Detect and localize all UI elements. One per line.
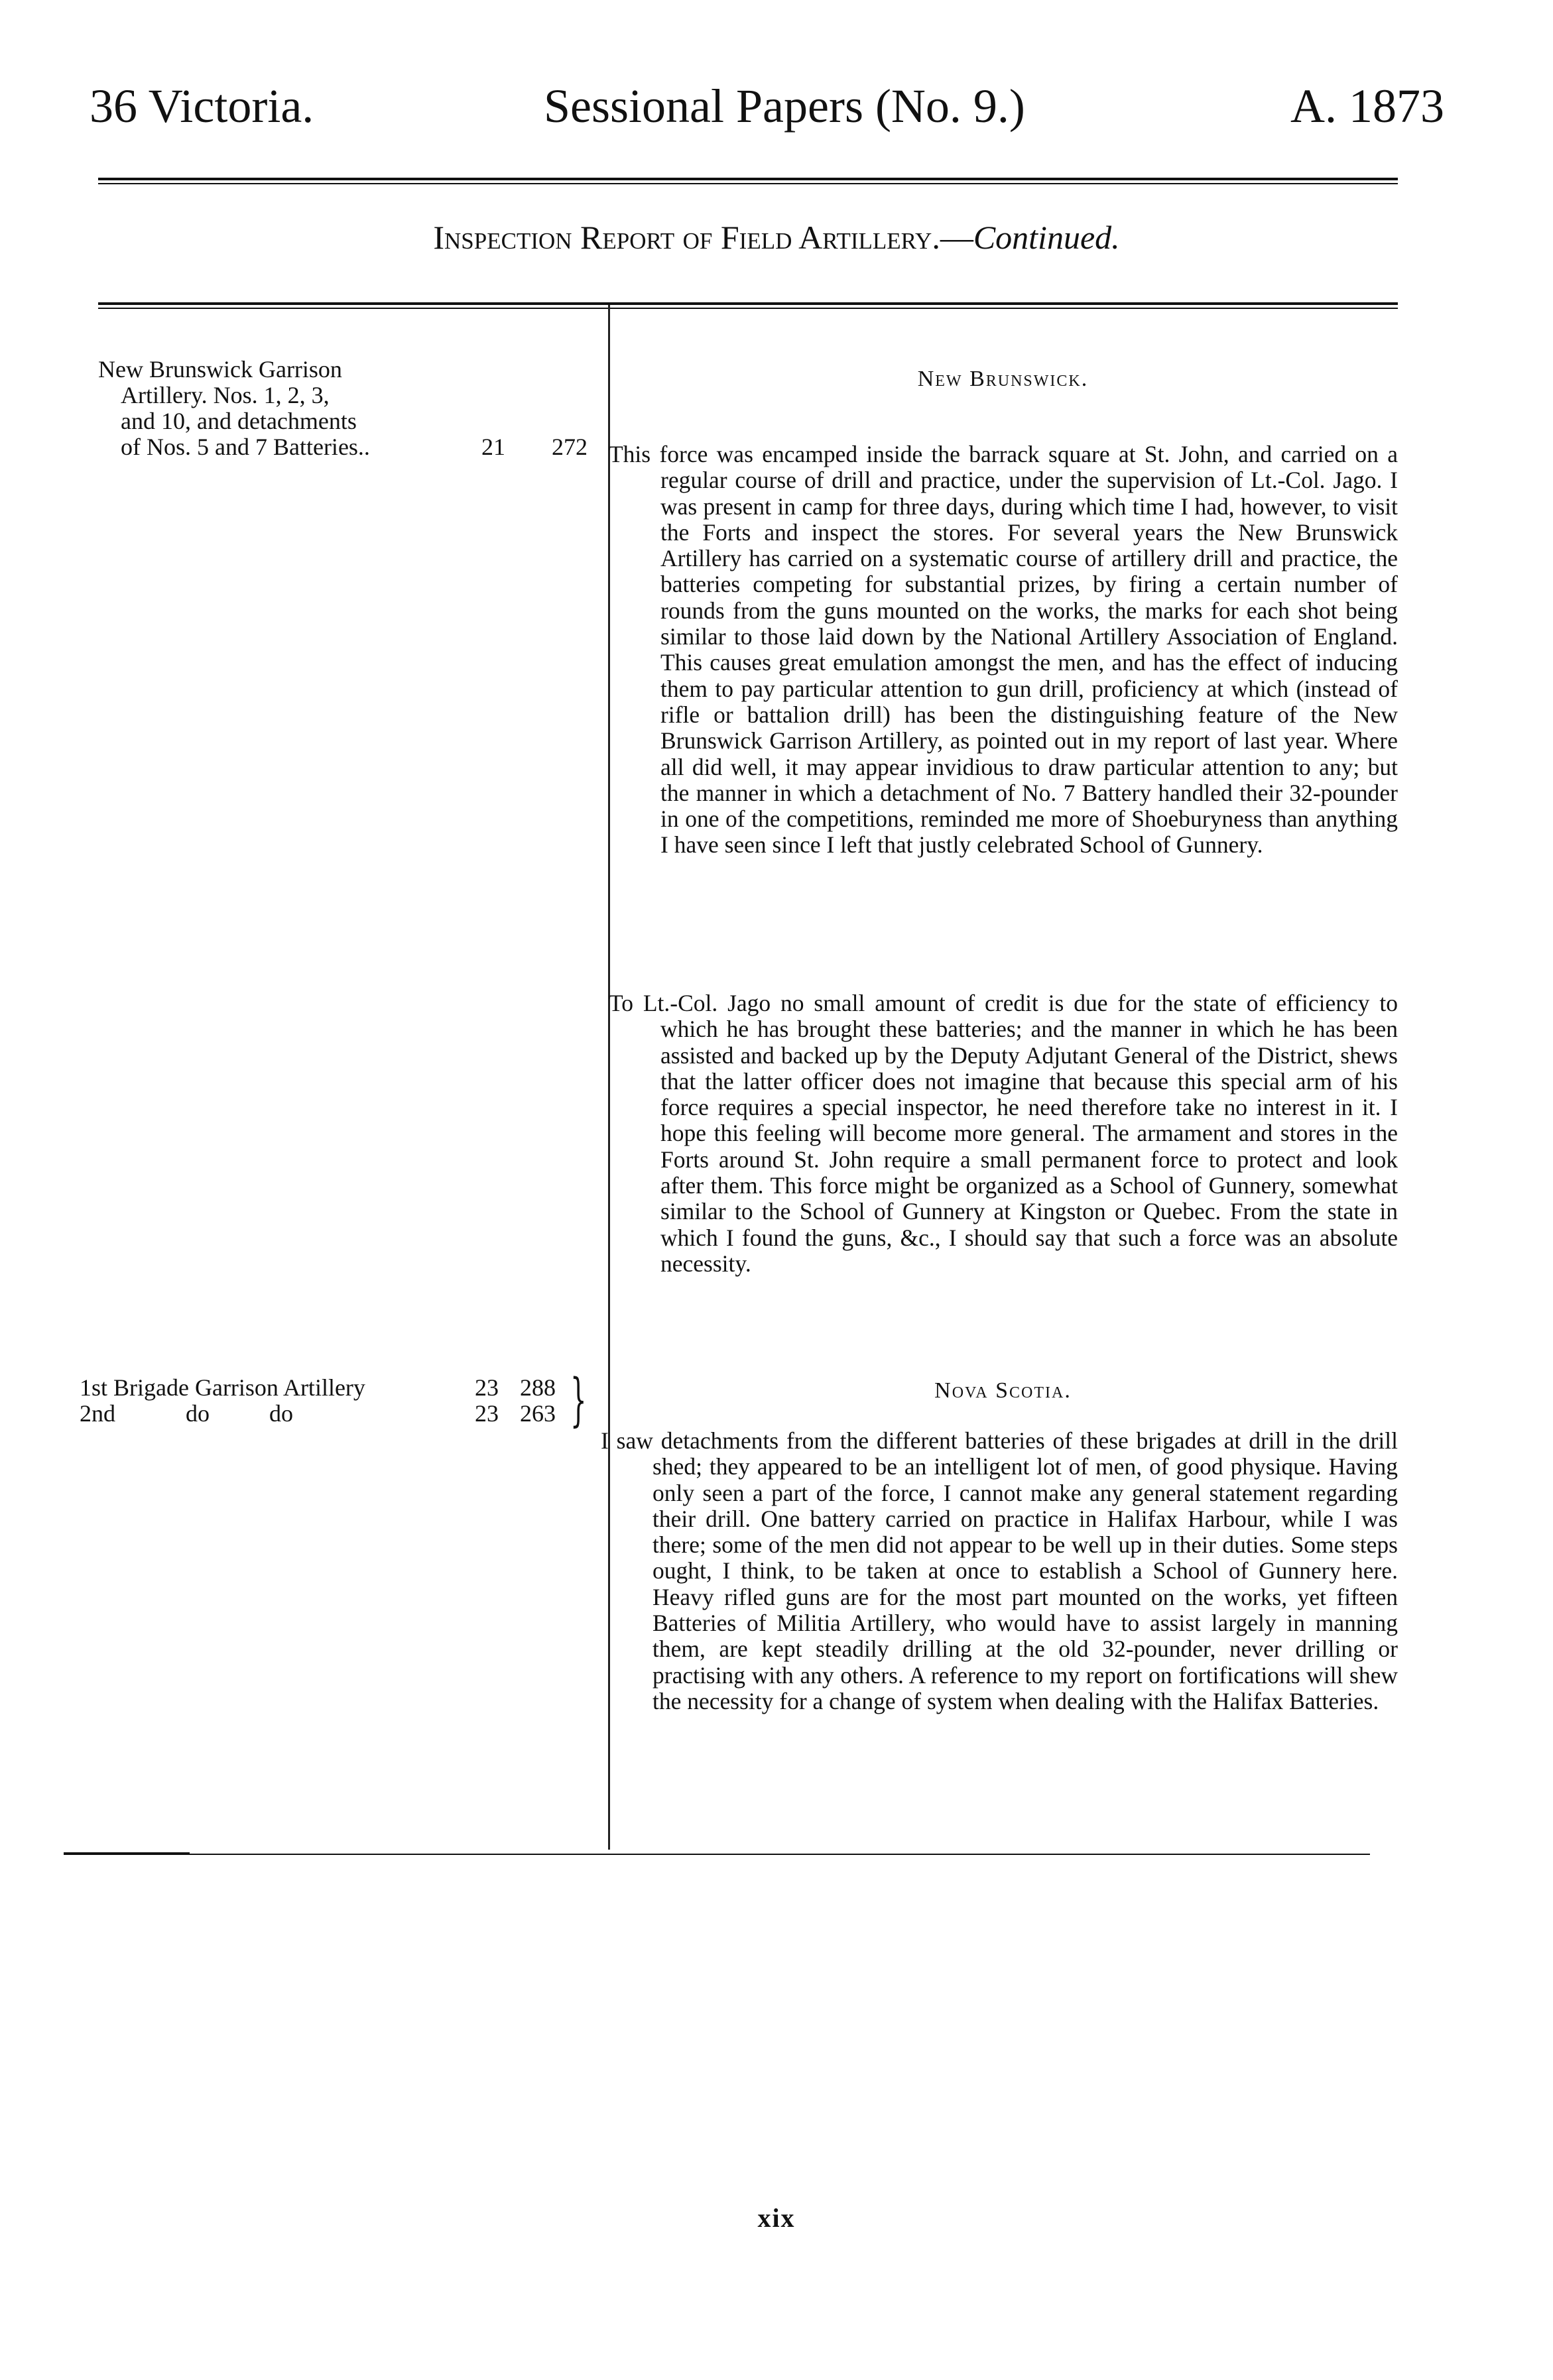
ns-men-count: 263 (520, 1400, 556, 1427)
page-title (0, 216, 1553, 259)
running-header-left: 36 Victoria. (90, 80, 314, 133)
section-heading-new-brunswick: New Brunswick. (917, 367, 1089, 391)
unit-line: New Brunswick Garrison (98, 356, 342, 383)
ns-officers-count: 23 (475, 1400, 499, 1427)
ns-unit-ditto: do do (186, 1400, 293, 1427)
unit-nova-scotia (80, 1375, 451, 1427)
ns-unit-row (80, 1401, 451, 1427)
header-rule (98, 178, 1398, 180)
unit-line: and 10, and detachments (121, 408, 357, 434)
nb-men-count: 272 (552, 434, 588, 460)
footer-rule-left (64, 1852, 190, 1855)
unit-new-brunswick (98, 357, 469, 460)
header-rule-thin (98, 183, 1398, 184)
footer-rule (190, 1854, 1370, 1855)
page-title-main: Inspection Report of Field Artillery.— (433, 219, 973, 256)
nb-paragraph: This force was encamped inside the barrack square at St. John, and carried on a regular course of drill and practice, under the supervision of Lt.-Col. Jago. I was present in camp for three days, during which time I had, however, to visit the Forts and inspect the stores. For several years the New Brunswick Artillery has carried on a systematic course of artillery drill and practice, the batteries competing for substantial prizes, by firing a certain number of rounds from the guns mounted on the works, the marks for each shot being similar to those laid down by the National Artillery Association of England. This causes great emulation amongst the men, and has the effect of inducing them to pay particular attention to gun drill, proficiency at which (instead of rifle or battalion drill) has been the distinguishing feature of the New Brunswick Garrison Artillery, as pointed out in my report of last year. Where all did well, it may appear invidious to draw particular attention to any; but the manner in which a detachment of No. 7 Battery handled their 32-pounder in one of the competitions, reminded me more of Shoeburyness than anything I have seen since I left that justly celebrated School of Gunnery. (609, 441, 1398, 859)
nb-officers-count: 21 (481, 434, 505, 460)
running-header-center: Sessional Papers (No. 9.) (544, 80, 1025, 133)
title-rule (98, 302, 1398, 305)
ns-men-count: 288 (520, 1374, 556, 1401)
title-rule-thin (98, 308, 1398, 309)
ns-officers-count: 23 (475, 1374, 499, 1401)
page-title-continued: Continued. (973, 219, 1120, 256)
running-header-right: A. 1873 (1290, 80, 1444, 133)
ns-brace: } (570, 1367, 587, 1433)
ns-unit-row (80, 1375, 451, 1401)
unit-line: of Nos. 5 and 7 Batteries.. (121, 434, 370, 460)
ns-unit-name: 1st Brigade Garrison Artillery (80, 1374, 365, 1401)
unit-line: Artillery. Nos. 1, 2, 3, (121, 382, 330, 408)
page-folio: xix (757, 2203, 796, 2233)
nb-paragraph: To Lt.-Col. Jago no small amount of credit is due for the state of efficiency to which he has brought these batteries; and the manner in which he has been assisted and backed up by the Deputy Adjutant General of the District, shews that the latter officer does not imagine that because this special arm of his force requires a special inspector, he need therefore take no interest in it. I hope this feeling will become more general. The armament and stores in the Forts around St. John require a small permanent force to protect and look after them. This force might be organized as a School of Gunnery, somewhat similar to the School of Gunnery at Kingston or Quebec. From the state in which I found the guns, &c., I should say that such a force was an absolute necessity. (609, 990, 1398, 1277)
ns-unit-name: 2nd (80, 1400, 115, 1427)
ns-paragraph: I saw detachments from the different batteries of these brigades at drill in the drill shed; they appeared to be an intelligent lot of men, of good physique. Having only seen a part of the force, I cannot make any general statement regarding their drill. One battery carried on practice in Halifax Harbour, while I was there; some of the men did not appear to be well up in their duties. Some steps ought, I think, to be taken at once to establish a School of Gunnery here. Heavy rifled guns are for the most part mounted on the works, yet fifteen Batteries of Militia Artillery, who would have to assist largely in manning them, are kept steadily drilling at the old 32-pounder, never drilling or practising with any others. A reference to my report on fortifications will shew the necessity for a change of system when dealing with the Halifax Batteries. (601, 1427, 1398, 1714)
section-heading-nova-scotia: Nova Scotia. (934, 1378, 1072, 1403)
